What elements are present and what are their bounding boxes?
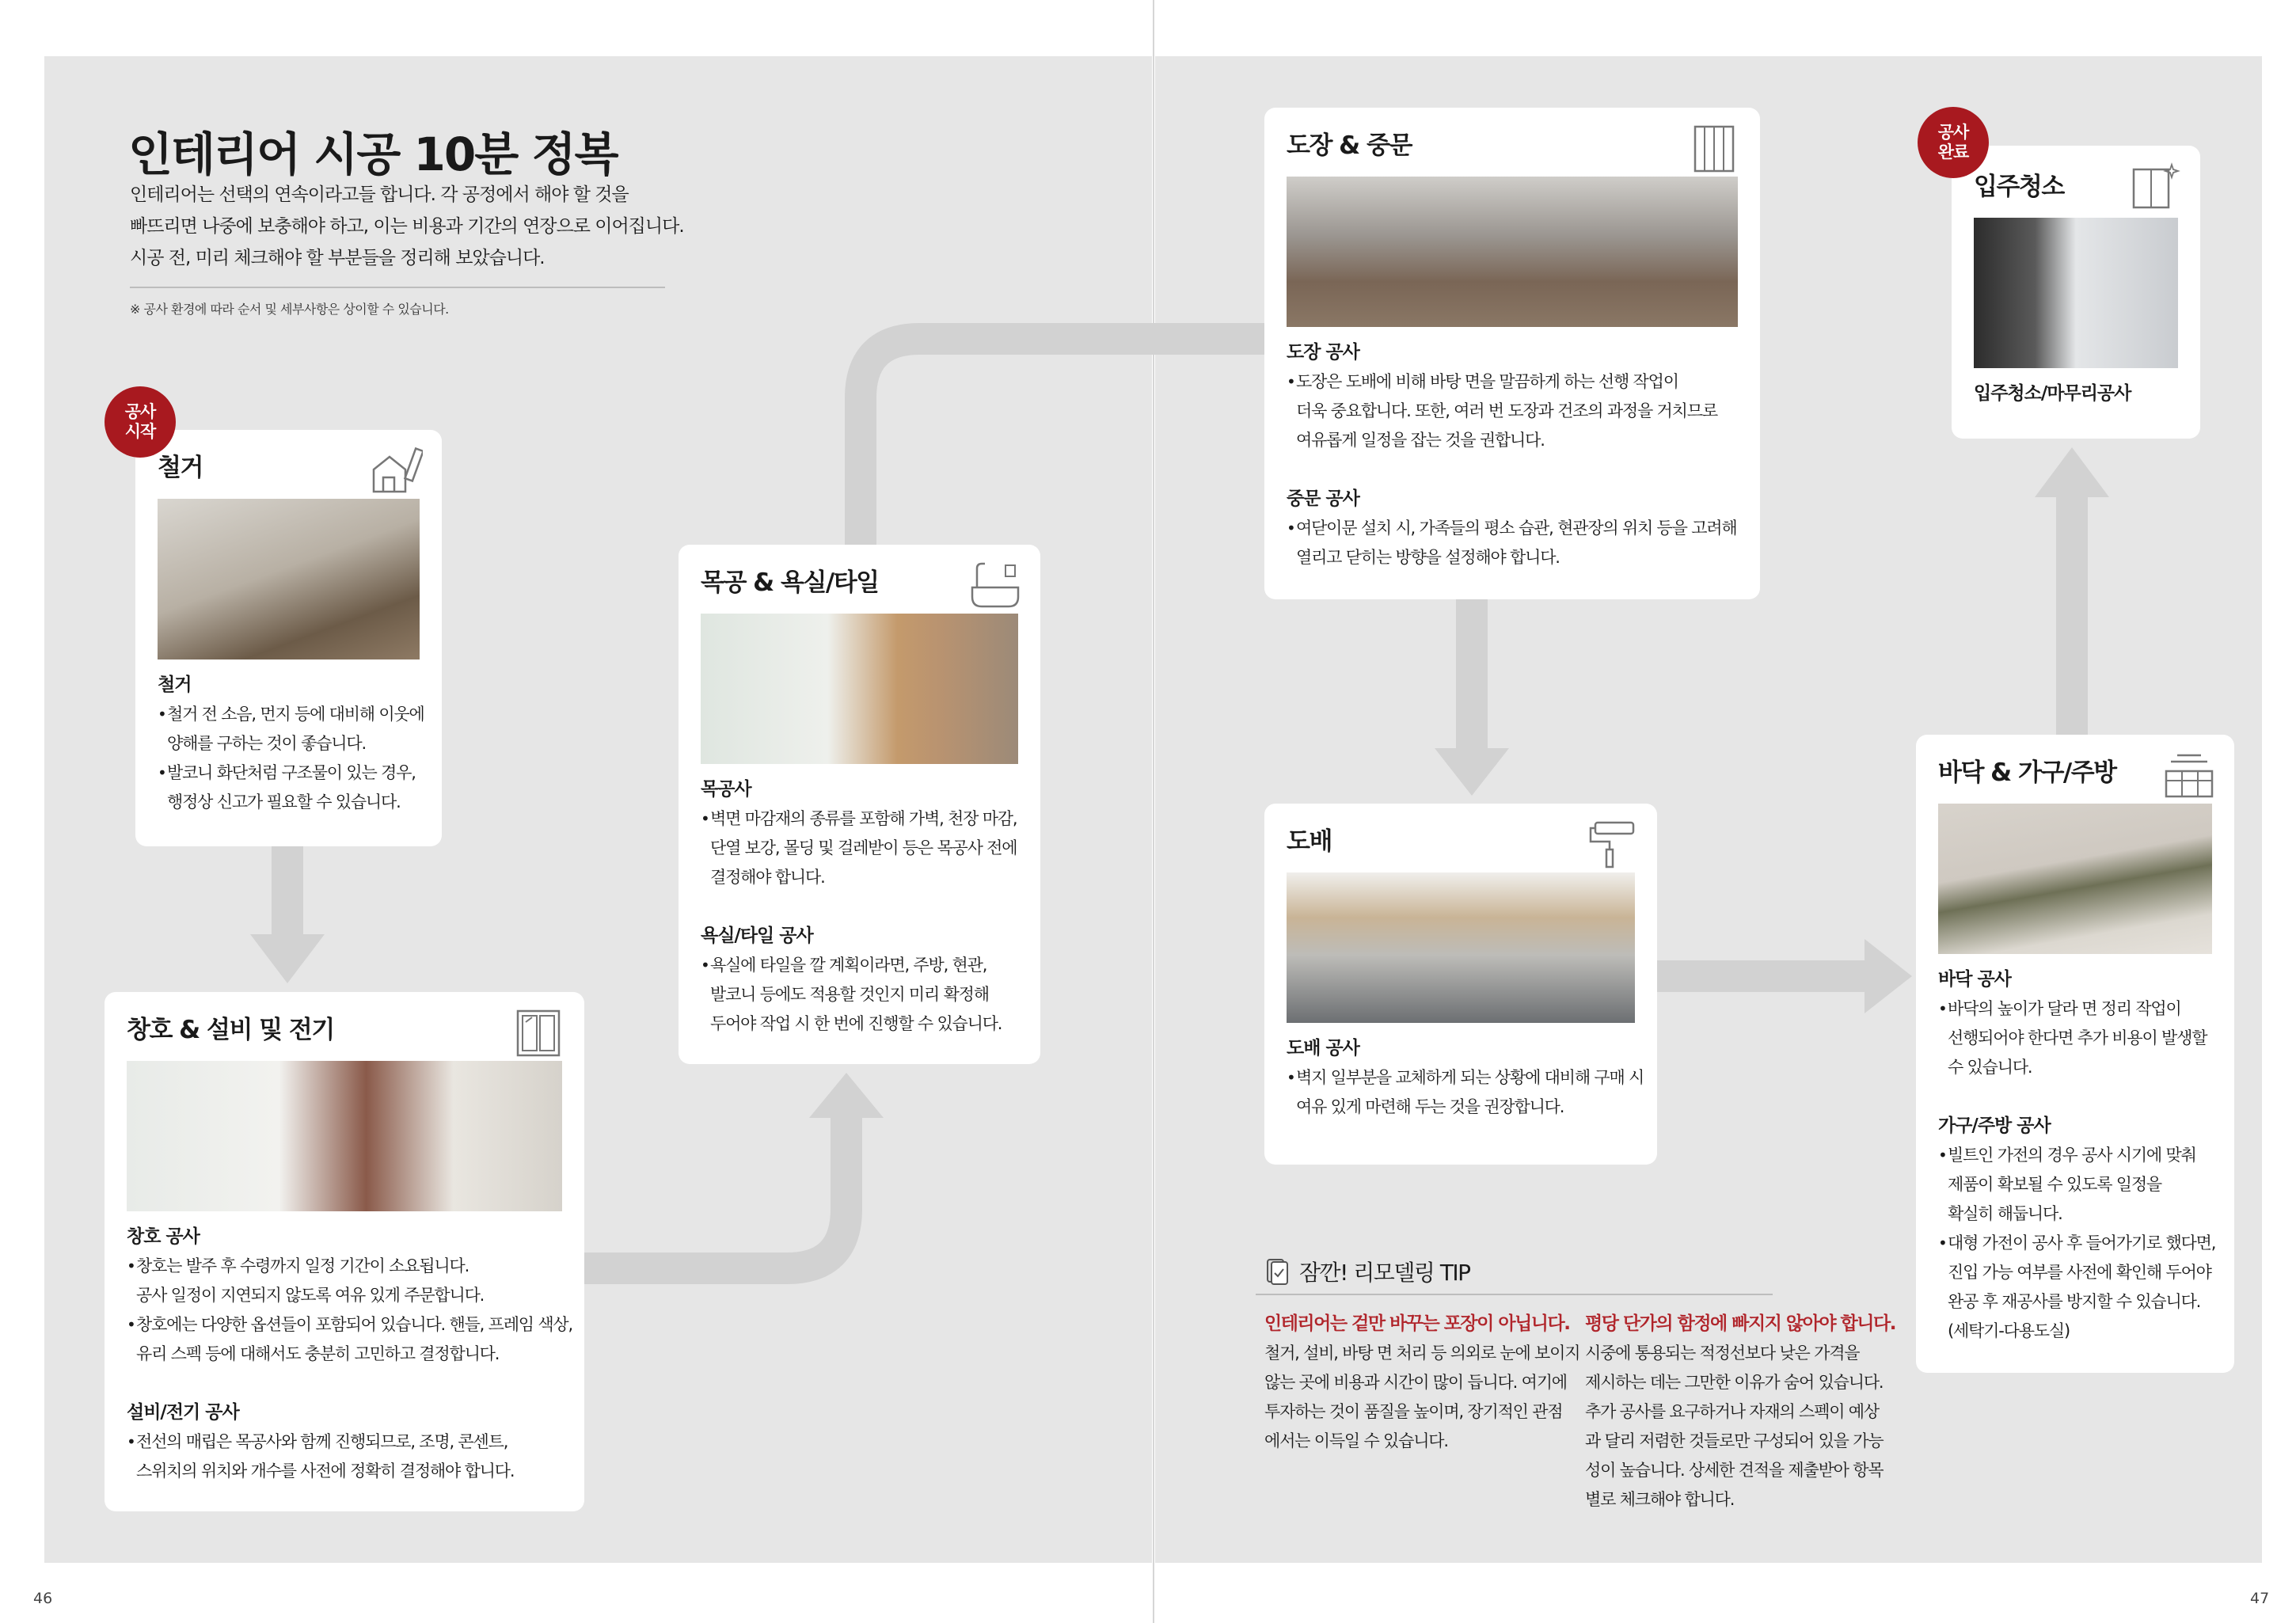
bullet-line: • 전선의 매립은 목공사와 함께 진행되므로, 조명, 콘센트,: [136, 1432, 508, 1451]
step-card-carpentry-bath-tile: [679, 545, 1040, 1064]
bullet-line: 양해를 구하는 것이 좋습니다.: [167, 734, 366, 753]
bullet-item: [127, 1310, 572, 1369]
section-heading: 욕실/타일 공사: [701, 926, 813, 946]
bullet-item: [701, 804, 1018, 892]
bullet-line: 더욱 중요합니다. 또한, 여러 번 도장과 건조의 과정을 거치므로: [1296, 401, 1717, 420]
bullet-line: 선행되어야 한다면 추가 비용이 발생할: [1948, 1028, 2207, 1047]
bullet-line: (세탁기-다용도실): [1948, 1321, 2070, 1340]
page-number-left: 46: [33, 1590, 53, 1607]
bullet-item: [1287, 1063, 1644, 1122]
badge-text: 시작: [124, 422, 156, 441]
section-heading: 입주청소/마무리공사: [1974, 383, 2131, 404]
tip-line: 제시하는 데는 그만한 이유가 숨어 있습니다.: [1585, 1373, 1884, 1392]
tip-column: [1459, 1294, 1895, 1515]
bullet-line: • 여닫이문 설치 시, 가족들의 평소 습관, 현관장의 위치 등을 고려해: [1296, 519, 1737, 538]
card-section: [158, 671, 424, 817]
start-badge: [105, 386, 176, 458]
bullet-line: 유리 스펙 등에 대해서도 충분히 고민하고 결정합니다.: [136, 1344, 500, 1363]
arrow-carpentry-to-painting: [861, 339, 1264, 545]
card-section: [701, 775, 1018, 892]
carpentry-photo: [701, 614, 1018, 764]
bullet-line: • 바닥의 높이가 달라 면 정리 작업이: [1948, 999, 2181, 1018]
bullet-line: 공사 일정이 지연되지 않도록 여유 있게 주문합니다.: [136, 1286, 485, 1305]
bullet-line: 수 있습니다.: [1948, 1058, 2032, 1077]
arrowhead-right: [1865, 939, 1912, 1013]
card-title: 철거: [158, 454, 203, 482]
badge-text: 공사: [1937, 123, 1969, 142]
card-section: [701, 922, 1018, 1039]
disclaimer-note: ※ 공사 환경에 따라 순서 및 세부사항은 상이할 수 있습니다.: [130, 302, 449, 317]
bullet-line: • 빌트인 가전의 경우 공사 시기에 맞춰: [1948, 1146, 2196, 1165]
page-title: 인테리어 시공 10분 정복: [128, 127, 618, 181]
bullet-line: • 욕실에 타일을 깔 계획이라면, 주방, 현관,: [710, 956, 987, 975]
arrowhead-down: [250, 934, 325, 983]
intro-line: 빠뜨리면 나중에 보충해야 하고, 이는 비용과 기간의 연장으로 이어집니다.: [130, 216, 684, 237]
intro-line: 시공 전, 미리 체크해야 할 부분들을 정리해 보았습니다.: [130, 248, 545, 268]
bullet-line: • 벽면 마감재의 종류를 포함해 가벽, 천장 마감,: [710, 809, 1017, 828]
section-heading: 도장 공사: [1287, 342, 1359, 363]
step-card-move-in-cleaning: [1952, 146, 2200, 439]
bullet-line: 단열 보강, 몰딩 및 걸레받이 등은 목공사 전에: [710, 838, 1017, 857]
cleaning-photo: [1974, 218, 2178, 368]
badge-text: 완료: [1937, 143, 1969, 162]
bullet-line: • 도장은 도배에 비해 바탕 면을 말끔하게 하는 선행 작업이: [1296, 372, 1678, 391]
intro-text: [130, 179, 684, 274]
card-title: 도장 & 중문: [1287, 131, 1412, 160]
bullet-item: [127, 1427, 562, 1486]
arrowhead-up: [2035, 447, 2109, 497]
card-section: [127, 1222, 572, 1369]
step-card-floor-furniture-kitchen: [1916, 735, 2234, 1373]
bullet-item: [158, 758, 420, 817]
card-section: [1287, 485, 1738, 572]
bullet-line: 진입 가능 여부를 사전에 확인해 두어야: [1948, 1263, 2211, 1282]
clipboard-check-icon: [1266, 1258, 1290, 1285]
bathtub-icon: [969, 561, 1021, 610]
arrowhead-up: [809, 1073, 884, 1118]
tip-line: 성이 높습니다. 상세한 견적을 제출받아 항목: [1585, 1461, 1884, 1480]
card-title: 창호 & 설비 및 전기: [127, 1016, 334, 1044]
end-badge: [1918, 107, 1989, 178]
card-title: 입주청소: [1974, 173, 2064, 201]
bullet-line: 완공 후 재공사를 방지할 수 있습니다.: [1948, 1292, 2201, 1311]
step-card-demolition: [135, 430, 442, 846]
bullet-line: 행정상 신고가 필요할 수 있습니다.: [167, 792, 401, 812]
tip-line: 철거, 설비, 바탕 면 처리 등 의외로 눈에 보이지: [1264, 1344, 1580, 1363]
bullet-item: [1938, 1141, 2212, 1229]
section-heading: 도배 공사: [1287, 1038, 1359, 1059]
tip-line: 투자하는 것이 품질을 높이며, 장기적인 관점: [1264, 1402, 1563, 1421]
page-number-right: 47: [2250, 1590, 2270, 1607]
bullet-line: • 창호에는 다양한 옵션들이 포함되어 있습니다. 핸들, 프레임 색상,: [136, 1315, 572, 1334]
card-title: 목공 & 욕실/타일: [701, 568, 879, 597]
house-ruler-icon: [371, 446, 423, 495]
step-card-painting-door: [1264, 108, 1760, 599]
tip-line: 에서는 이득일 수 있습니다.: [1264, 1431, 1448, 1450]
paint-roller-icon: [1586, 819, 1638, 869]
header-divider: [130, 287, 665, 288]
window-install-photo: [127, 1061, 562, 1211]
tip-heading: 평당 단가의 함정에 빠지지 않아야 합니다.: [1585, 1313, 1895, 1334]
flooring-photo: [1938, 804, 2212, 954]
bullet-item: [1287, 367, 1738, 455]
step-card-wallpaper: [1264, 804, 1657, 1165]
bullet-line: • 벽지 일부분을 교체하게 되는 상황에 대비해 구매 시: [1296, 1068, 1644, 1087]
door-icon: [1689, 124, 1741, 173]
bullet-line: • 대형 가전이 공사 후 들어가기로 했다면,: [1948, 1233, 2216, 1252]
tip-line: 시중에 통용되는 적정선보다 낮은 가격을: [1585, 1344, 1860, 1363]
bullet-item: [158, 700, 424, 758]
tip-heading: 인테리어는 겉만 바꾸는 포장이 아닙니다.: [1264, 1313, 1570, 1334]
section-heading: 철거: [158, 675, 192, 695]
section-heading: 바닥 공사: [1938, 969, 2011, 990]
bullet-item: [1938, 1229, 2216, 1346]
bullet-line: • 창호는 발주 후 수령까지 일정 기간이 소요됩니다.: [136, 1256, 469, 1275]
bullet-line: • 발코니 화단처럼 구조물이 있는 경우,: [167, 763, 416, 782]
window-sparkle-icon: [2129, 162, 2181, 211]
bullet-line: 여유 있게 마련해 두는 것을 권장합니다.: [1296, 1097, 1564, 1116]
window-icon: [513, 1008, 565, 1057]
badge-text: 공사: [124, 402, 156, 421]
tip-line: 않는 곳에 비용과 시간이 많이 듭니다. 여기에: [1264, 1373, 1567, 1392]
painting-photo: [1287, 177, 1738, 327]
section-heading: 설비/전기 공사: [127, 1402, 239, 1423]
tip-header: [1266, 1256, 1470, 1287]
tip-divider: [1459, 1294, 1773, 1295]
demolition-photo: [158, 499, 420, 659]
card-section: [1938, 965, 2212, 1082]
card-section: [1974, 379, 2178, 409]
card-section: [1938, 1112, 2216, 1346]
arrowhead-down: [1435, 748, 1509, 796]
step-card-window-plumbing-electric: [105, 992, 584, 1511]
bullet-line: 두어야 작업 시 한 번에 진행할 수 있습니다.: [710, 1014, 1002, 1033]
bullet-line: 스위치의 위치와 개수를 사전에 정확히 결정해야 합니다.: [136, 1461, 515, 1480]
bullet-line: 확실히 해둡니다.: [1948, 1204, 2062, 1223]
section-heading: 창호 공사: [127, 1226, 200, 1247]
bullet-line: 발코니 등에도 적용할 것인지 미리 확정해: [710, 985, 989, 1004]
bullet-item: [1938, 994, 2212, 1082]
tip-line: 추가 공사를 요구하거나 자재의 스펙이 예상: [1585, 1402, 1879, 1421]
tip-line: 별로 체크해야 합니다.: [1585, 1490, 1735, 1509]
bullet-line: 여유롭게 일정을 잡는 것을 권합니다.: [1296, 431, 1545, 450]
card-section: [1287, 338, 1738, 455]
section-heading: 중문 공사: [1287, 488, 1359, 509]
card-section: [127, 1398, 562, 1486]
bullet-line: 제품이 확보될 수 있도록 일정을: [1948, 1175, 2162, 1194]
bullet-item: [1287, 514, 1738, 572]
tip-line: 과 달리 저렴한 것들로만 구성되어 있을 가능: [1585, 1431, 1884, 1450]
section-heading: 목공사: [701, 779, 751, 800]
bullet-line: 결정해야 합니다.: [710, 868, 825, 887]
intro-line: 인테리어는 선택의 연속이라고들 합니다. 각 공정에서 해야 할 것을: [130, 184, 629, 205]
section-heading: 가구/주방 공사: [1938, 1116, 2051, 1136]
card-section: [1287, 1034, 1644, 1122]
bullet-line: • 철거 전 소음, 먼지 등에 대비해 이웃에: [167, 705, 424, 724]
kitchen-cabinet-icon: [2163, 751, 2215, 800]
wallpaper-photo: [1287, 872, 1635, 1023]
tip-title: 잠깐! 리모델링 TIP: [1299, 1260, 1470, 1286]
bullet-item: [701, 951, 1018, 1039]
arrow-window-to-carpentry: [584, 1108, 846, 1268]
card-title: 도배: [1287, 827, 1332, 856]
bullet-line: 열리고 닫히는 방향을 설정해야 합니다.: [1296, 548, 1560, 567]
card-title: 바닥 & 가구/주방: [1938, 758, 2116, 787]
bullet-item: [127, 1252, 562, 1310]
